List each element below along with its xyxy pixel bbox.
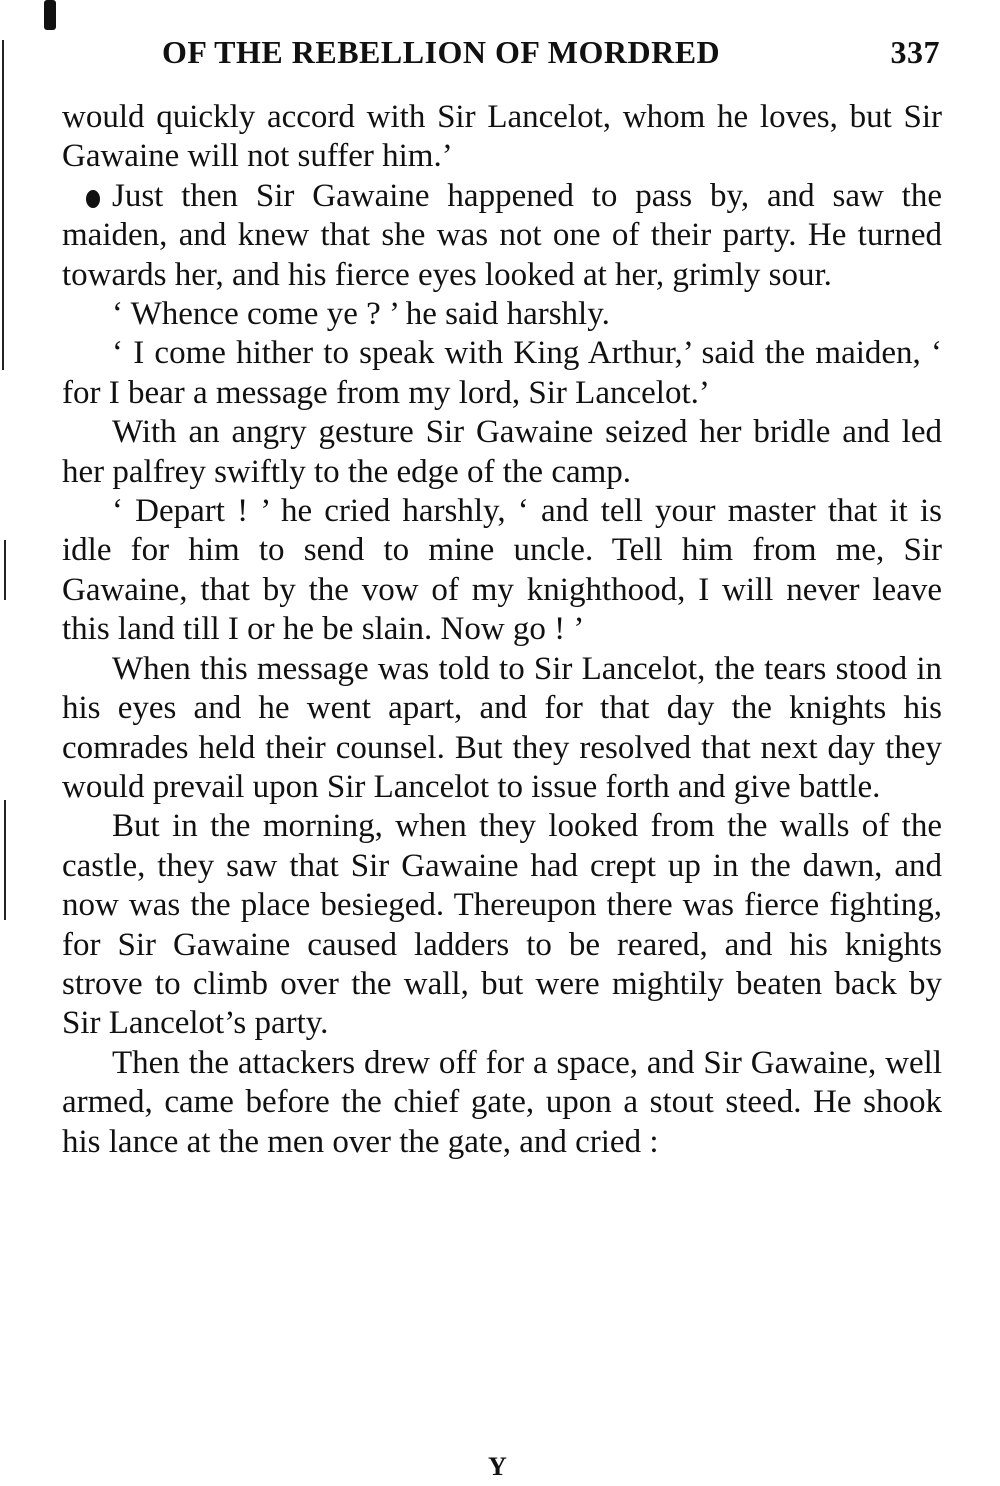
- scan-edge-line: [4, 540, 6, 600]
- paragraph: When this message was told to Sir Lancelot, the tears stood in his eyes and he went apart, and for that day the knights his comrades held their counsel. But they resolved that next day they would prevail upon Sir Lancelot to issue forth and give battle.: [62, 650, 942, 805]
- page-body: [62, 98, 942, 1162]
- paragraph: Just then Sir Gawaine happened to pass by, and saw the maiden, and knew that she was not one of their party. He turned towards her, and his fierce eyes looked at her, grimly sour.: [62, 177, 942, 293]
- paragraph: would quickly accord with Sir Lancelot, whom he loves, but Sir Gawaine will not suffer him.’: [62, 99, 942, 175]
- paragraph: With an angry gesture Sir Gawaine seized her bridle and led her palfrey swiftly to the edge of the camp.: [62, 414, 942, 490]
- page-number: 337: [890, 34, 940, 70]
- paragraph: ‘ I come hither to speak with King Arthur,’ said the maiden, ‘ for I bear a message from my lord, Sir Lancelot.’: [62, 335, 942, 411]
- running-header: [62, 34, 940, 74]
- paragraph: ‘ Depart ! ’ he cried harshly, ‘ and tell your master that it is idle for him to send to mine uncle. Tell him from me, Sir Gawaine, that by the vow of my knighthood, I will never leave this land till I or he be slain. Now go ! ’: [62, 493, 942, 648]
- chapter-title: OF THE REBELLION OF MORDRED: [162, 34, 721, 70]
- scan-edge-line: [4, 800, 6, 920]
- ink-blot: [44, 0, 56, 30]
- paragraph: Then the attackers drew off for a space, and Sir Gawaine, well armed, came before the chief gate, upon a stout steed. He shook his lance at the men over the gate, and cried :: [62, 1044, 942, 1160]
- signature-mark: Y: [488, 1452, 507, 1481]
- scan-edge-line: [2, 40, 4, 370]
- paragraph: ‘ Whence come ye ? ’ he said harshly.: [112, 296, 610, 333]
- paragraph: But in the morning, when they looked from the walls of the castle, they saw that Sir Gawaine had crept up in the dawn, and now was the place besieged. Thereupon there was fierce fighting, for Sir Gawaine caused ladders to be reared, and his knights strove to climb over the wall, but were mightily beaten back by Sir Lancelot’s party.: [62, 808, 942, 1042]
